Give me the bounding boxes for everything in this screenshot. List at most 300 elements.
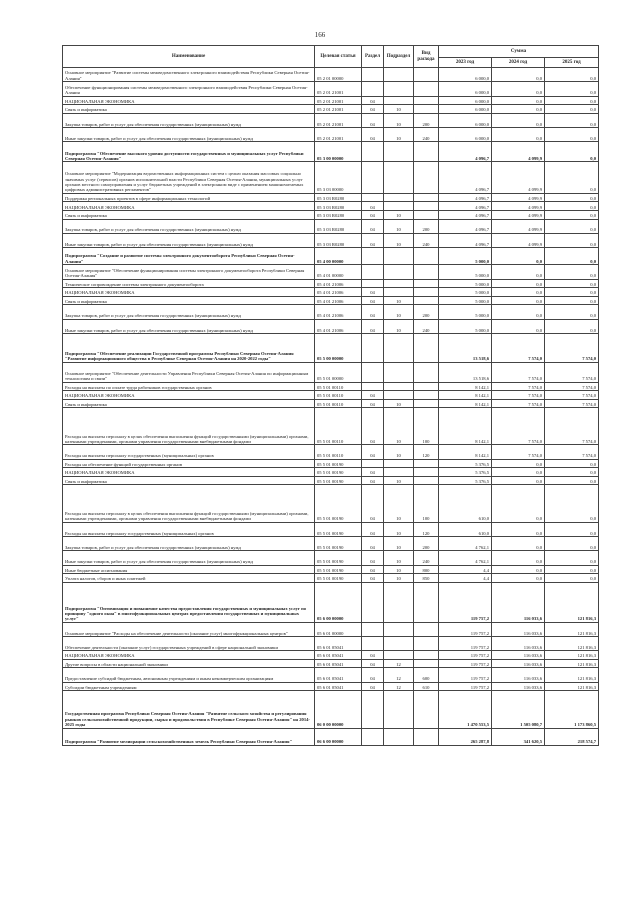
row-expense-type: 850 [414, 574, 439, 583]
table-row [63, 96, 599, 105]
table-row [63, 288, 599, 297]
row-target-code: 05 4 01 21006 [315, 288, 362, 297]
row-sum-2023: 4 096,7 [439, 193, 492, 202]
row-sum-2023: 1 470 553,5 [439, 691, 492, 728]
row-sum-2023: 119 757,2 [439, 637, 492, 651]
table-row [63, 476, 599, 485]
table-row [63, 265, 599, 279]
row-section: 04 [362, 296, 384, 305]
row-sum-2023: 119 757,2 [439, 668, 492, 682]
row-sum-2025: 0,0 [545, 574, 599, 583]
row-target-code: 06 6 00 00000 [315, 728, 362, 745]
row-expense-type [414, 105, 439, 114]
row-section [362, 68, 384, 82]
row-subsection: 10 [384, 565, 414, 574]
row-sum-2023: 119 757,2 [439, 682, 492, 691]
row-sum-2023: 119 757,2 [439, 651, 492, 660]
row-expense-type [414, 476, 439, 485]
row-section: 04 [362, 288, 384, 297]
budget-table [62, 45, 599, 746]
row-name: НАЦИОНАЛЬНАЯ ЭКОНОМИКА [63, 202, 315, 211]
row-sum-2023: 6 000,0 [439, 105, 492, 114]
row-expense-type [414, 142, 439, 162]
row-section [362, 333, 384, 362]
page-number: 166 [314, 31, 326, 39]
row-expense-type [414, 691, 439, 728]
row-section [362, 622, 384, 636]
row-sum-2025: 0,0 [545, 551, 599, 565]
row-section: 04 [362, 391, 384, 400]
row-name: Расходы на выплаты персоналу государственных (муниципальных) органов [63, 522, 315, 536]
table-row [63, 536, 599, 550]
row-subsection: 10 [384, 128, 414, 142]
table-row [63, 728, 599, 745]
row-sum-2024: 7 574,0 [492, 445, 545, 459]
row-target-code: 05 3 03 00000 [315, 162, 362, 193]
row-sum-2023: 5 000,0 [439, 305, 492, 319]
row-sum-2023: 610,0 [439, 485, 492, 522]
row-sum-2024: 0,0 [492, 288, 545, 297]
row-expense-type: 200 [414, 219, 439, 233]
row-target-code: 05 3 03 R0280 [315, 210, 362, 219]
row-sum-2025: 0,0 [545, 96, 599, 105]
row-name: Основное мероприятие "Расходы на обеспечение деятельности (оказание услуг) многофункциональных центров" [63, 622, 315, 636]
row-sum-2024: 341 620,5 [492, 728, 545, 745]
row-sum-2023: 5 000,0 [439, 296, 492, 305]
table-row [63, 651, 599, 660]
row-name: Связь и информатика [63, 476, 315, 485]
row-sum-2023: 6 000,0 [439, 113, 492, 127]
row-target-code: 05 5 01 00110 [315, 408, 362, 445]
row-sum-2025: 0,0 [545, 113, 599, 127]
row-expense-type [414, 637, 439, 651]
row-sum-2024: 0,0 [492, 113, 545, 127]
row-name: Поддержка региональных проектов в сфере информационных технологий [63, 193, 315, 202]
row-subsection [384, 162, 414, 193]
row-section: 04 [362, 305, 384, 319]
row-sum-2025: 0,0 [545, 476, 599, 485]
row-sum-2025: 7 574,0 [545, 333, 599, 362]
row-sum-2024: 0,0 [492, 485, 545, 522]
row-sum-2024: 0,0 [492, 82, 545, 96]
row-subsection [384, 459, 414, 468]
row-target-code: 05 6 01 05041 [315, 637, 362, 651]
row-target-code: 05 4 01 21006 [315, 319, 362, 333]
row-sum-2025: 7 574,0 [545, 445, 599, 459]
row-section: 04 [362, 536, 384, 550]
row-sum-2023: 6 000,0 [439, 82, 492, 96]
row-expense-type [414, 659, 439, 668]
row-subsection [384, 193, 414, 202]
row-sum-2024: 116 033,6 [492, 582, 545, 622]
row-target-code: 05 5 00 00000 [315, 333, 362, 362]
row-sum-2024: 0,0 [492, 476, 545, 485]
row-sum-2023: 4 762,1 [439, 536, 492, 550]
row-name: Закупка товаров, работ и услуг для обеспечения государственных (муниципальных) нужд [63, 536, 315, 550]
row-section [362, 582, 384, 622]
table-row [63, 659, 599, 668]
row-subsection: 10 [384, 233, 414, 247]
row-section: 04 [362, 551, 384, 565]
row-sum-2023: 13 518,6 [439, 362, 492, 382]
row-expense-type: 240 [414, 233, 439, 247]
row-name: Основное мероприятие "Обеспечение функционирования системы электронного документооборота Республики Северная Осетия-Алания" [63, 265, 315, 279]
row-name: Иные закупки товаров, работ и услуг для обеспечения государственных (муниципальных) нужд [63, 319, 315, 333]
row-subsection [384, 362, 414, 382]
row-name: Расходы на выплаты персоналу в целях обеспечения выполнения функций государственными (муниципальными) органами, казенными учреждениями, органами управления государственными внебюджетными фондами [63, 485, 315, 522]
row-sum-2023: 610,0 [439, 522, 492, 536]
row-section: 04 [362, 96, 384, 105]
table-row [63, 691, 599, 728]
row-expense-type [414, 728, 439, 745]
row-subsection [384, 651, 414, 660]
header-year-2023: 2023 год [439, 58, 492, 68]
row-name: Расходы на выплаты персоналу государственных (муниципальных) органов [63, 445, 315, 459]
row-name: Подпрограмма "Оптимизация и повышение качества предоставления государственных и муниципальных услуг по принципу "одного окна" в многофункциональных центрах предоставления государственных и муниципальных услуг" [63, 582, 315, 622]
row-section: 04 [362, 210, 384, 219]
row-sum-2025: 121 816,3 [545, 659, 599, 668]
row-sum-2025: 0,0 [545, 485, 599, 522]
row-sum-2023: 119 757,2 [439, 582, 492, 622]
row-sum-2024: 116 033,6 [492, 651, 545, 660]
table-row [63, 233, 599, 247]
row-sum-2025: 0,0 [545, 68, 599, 82]
row-sum-2024: 7 574,0 [492, 391, 545, 400]
row-subsection: 10 [384, 522, 414, 536]
row-target-code: 05 3 00 00000 [315, 142, 362, 162]
row-sum-2025: 0,0 [545, 265, 599, 279]
row-sum-2025: 7 574,0 [545, 408, 599, 445]
row-sum-2024: 116 033,6 [492, 668, 545, 682]
table-row [63, 459, 599, 468]
row-sum-2023: 5 376,5 [439, 468, 492, 477]
row-section: 04 [362, 659, 384, 668]
row-target-code: 05 5 01 00190 [315, 565, 362, 574]
table-row [63, 668, 599, 682]
row-expense-type [414, 582, 439, 622]
row-name: Связь и информатика [63, 399, 315, 408]
row-sum-2024: 116 033,6 [492, 637, 545, 651]
row-sum-2024: 4 099,9 [492, 233, 545, 247]
table-row [63, 210, 599, 219]
row-name: Уплата налогов, сборов и иных платежей [63, 574, 315, 583]
row-sum-2025: 0,0 [545, 522, 599, 536]
row-sum-2024: 0,0 [492, 105, 545, 114]
row-subsection: 10 [384, 219, 414, 233]
row-expense-type [414, 468, 439, 477]
row-sum-2023: 13 518,6 [439, 333, 492, 362]
row-sum-2025: 0,0 [545, 193, 599, 202]
table-row [63, 582, 599, 622]
row-target-code: 05 6 00 00000 [315, 582, 362, 622]
row-sum-2025: 0,0 [545, 305, 599, 319]
row-sum-2025: 218 574,7 [545, 728, 599, 745]
row-name: Основное мероприятие "Развитие системы межведомственного электронного взаимодействия Республики Северная Осетия-Алания" [63, 68, 315, 82]
row-target-code: 05 3 03 R0280 [315, 219, 362, 233]
row-sum-2024: 0,0 [492, 96, 545, 105]
row-section [362, 362, 384, 382]
row-expense-type [414, 333, 439, 362]
row-target-code: 05 5 01 00000 [315, 362, 362, 382]
row-sum-2024: 116 033,6 [492, 682, 545, 691]
row-section: 04 [362, 445, 384, 459]
row-sum-2024: 4 099,9 [492, 193, 545, 202]
row-sum-2025: 0,0 [545, 162, 599, 193]
header-sum: Сумма [439, 46, 599, 58]
row-section: 04 [362, 319, 384, 333]
row-target-code: 05 5 01 00110 [315, 445, 362, 459]
row-expense-type: 100 [414, 408, 439, 445]
row-sum-2025: 0,0 [545, 319, 599, 333]
row-section [362, 193, 384, 202]
row-section [362, 728, 384, 745]
row-target-code: 05 6 01 05041 [315, 682, 362, 691]
table-row [63, 68, 599, 82]
row-sum-2023: 4,4 [439, 565, 492, 574]
row-section: 04 [362, 399, 384, 408]
row-expense-type [414, 391, 439, 400]
row-sum-2025: 0,0 [545, 468, 599, 477]
header-name: Наименование [63, 46, 315, 68]
row-expense-type [414, 210, 439, 219]
row-target-code: 05 5 01 00190 [315, 522, 362, 536]
row-name: Иные закупки товаров, работ и услуг для обеспечения государственных (муниципальных) нужд [63, 233, 315, 247]
row-target-code: 05 5 01 00190 [315, 536, 362, 550]
row-sum-2024: 0,0 [492, 128, 545, 142]
row-sum-2024: 4 099,9 [492, 219, 545, 233]
table-row [63, 128, 599, 142]
row-sum-2023: 5 376,5 [439, 459, 492, 468]
row-target-code: 05 2 01 21001 [315, 128, 362, 142]
row-expense-type [414, 68, 439, 82]
table-row [63, 468, 599, 477]
row-sum-2024: 0,0 [492, 296, 545, 305]
row-sum-2023: 119 757,2 [439, 659, 492, 668]
table-row [63, 162, 599, 193]
row-sum-2025: 121 816,3 [545, 651, 599, 660]
row-expense-type [414, 193, 439, 202]
row-sum-2024: 1 505 080,7 [492, 691, 545, 728]
row-section [362, 637, 384, 651]
row-name: НАЦИОНАЛЬНАЯ ЭКОНОМИКА [63, 468, 315, 477]
row-section: 04 [362, 651, 384, 660]
row-expense-type [414, 96, 439, 105]
row-expense-type: 800 [414, 565, 439, 574]
row-subsection [384, 265, 414, 279]
row-sum-2023: 6 000,0 [439, 96, 492, 105]
row-sum-2023: 4 096,7 [439, 233, 492, 247]
row-sum-2025: 0,0 [545, 105, 599, 114]
row-section: 04 [362, 105, 384, 114]
row-sum-2024: 116 033,6 [492, 659, 545, 668]
row-sum-2023: 5 000,0 [439, 248, 492, 265]
table-row [63, 279, 599, 288]
row-target-code: 05 2 01 00000 [315, 68, 362, 82]
row-expense-type: 200 [414, 536, 439, 550]
table-row [63, 622, 599, 636]
table-row [63, 399, 599, 408]
row-sum-2024: 0,0 [492, 574, 545, 583]
row-expense-type: 240 [414, 319, 439, 333]
row-name: Расходы на выплаты по оплате труда работников государственных органов [63, 382, 315, 391]
row-subsection [384, 248, 414, 265]
row-target-code: 05 5 01 00190 [315, 459, 362, 468]
row-name: Иные закупки товаров, работ и услуг для обеспечения государственных (муниципальных) нужд [63, 551, 315, 565]
row-sum-2025: 1 173 860,5 [545, 691, 599, 728]
table-row [63, 142, 599, 162]
row-sum-2023: 8 142,1 [439, 408, 492, 445]
row-sum-2023: 4 096,7 [439, 210, 492, 219]
row-subsection: 10 [384, 399, 414, 408]
header-year-2024: 2024 год [492, 58, 545, 68]
row-sum-2024: 7 574,0 [492, 408, 545, 445]
row-sum-2025: 7 574,0 [545, 391, 599, 400]
row-expense-type [414, 622, 439, 636]
row-target-code: 05 6 01 05041 [315, 659, 362, 668]
row-target-code: 05 3 03 R0280 [315, 233, 362, 247]
row-name: Иные бюджетные ассигнования [63, 565, 315, 574]
row-expense-type [414, 279, 439, 288]
row-target-code: 05 5 01 00110 [315, 391, 362, 400]
row-sum-2025: 0,0 [545, 536, 599, 550]
row-target-code: 05 4 01 21006 [315, 279, 362, 288]
table-row [63, 319, 599, 333]
row-sum-2025: 0,0 [545, 82, 599, 96]
row-name: Основное мероприятие "Обеспечение деятельности Управления Республики Северная Осетия-Алания по информационным технологиям и связи" [63, 362, 315, 382]
row-name: Государственная программа Республики Северная Осетия-Алания "Развитие сельского хозяйства и регулирования рынков сельскохозяйственной продукции, сырья и продовольствия в Республике Северная Осетия-Алания" на 2014-2025 годы [63, 691, 315, 728]
row-name: НАЦИОНАЛЬНАЯ ЭКОНОМИКА [63, 651, 315, 660]
row-expense-type [414, 162, 439, 193]
table-row [63, 296, 599, 305]
row-name: Иные закупки товаров, работ и услуг для обеспечения государственных (муниципальных) нужд [63, 128, 315, 142]
row-subsection [384, 68, 414, 82]
row-expense-type [414, 288, 439, 297]
table-row [63, 522, 599, 536]
row-subsection: 10 [384, 536, 414, 550]
row-sum-2024: 0,0 [492, 248, 545, 265]
row-sum-2023: 4 096,7 [439, 142, 492, 162]
row-expense-type: 610 [414, 682, 439, 691]
row-sum-2025: 7 574,0 [545, 362, 599, 382]
row-sum-2025: 0,0 [545, 210, 599, 219]
row-sum-2023: 4 762,1 [439, 551, 492, 565]
row-sum-2024: 7 574,0 [492, 382, 545, 391]
row-expense-type [414, 382, 439, 391]
row-target-code: 05 6 01 00000 [315, 622, 362, 636]
row-expense-type: 100 [414, 485, 439, 522]
row-subsection [384, 728, 414, 745]
row-name: Другие вопросы в области национальной экономики [63, 659, 315, 668]
row-section [362, 142, 384, 162]
row-name: НАЦИОНАЛЬНАЯ ЭКОНОМИКА [63, 288, 315, 297]
row-name: Подпрограмма "Развитие мелиорации сельскохозяйственных земель Республики Северная Осетия-Алания" [63, 728, 315, 745]
row-subsection [384, 622, 414, 636]
table-row [63, 82, 599, 96]
row-sum-2023: 5 000,0 [439, 319, 492, 333]
row-section: 04 [362, 522, 384, 536]
row-sum-2024: 7 574,0 [492, 362, 545, 382]
table-row [63, 219, 599, 233]
table-row [63, 193, 599, 202]
row-sum-2025: 0,0 [545, 565, 599, 574]
row-section [362, 162, 384, 193]
row-target-code: 05 4 00 00000 [315, 248, 362, 265]
row-target-code: 05 5 01 00110 [315, 382, 362, 391]
row-subsection [384, 333, 414, 362]
row-target-code: 06 0 00 00000 [315, 691, 362, 728]
row-sum-2025: 7 574,0 [545, 399, 599, 408]
header-expense-type: Вид расхода [414, 46, 439, 68]
row-subsection [384, 142, 414, 162]
row-expense-type [414, 202, 439, 211]
row-sum-2024: 4 099,9 [492, 202, 545, 211]
row-name: Техническое сопровождение системы электронного документооборота [63, 279, 315, 288]
row-target-code: 05 4 01 21006 [315, 296, 362, 305]
row-target-code: 05 2 01 21001 [315, 105, 362, 114]
row-expense-type: 240 [414, 551, 439, 565]
row-section: 04 [362, 668, 384, 682]
row-target-code: 05 5 01 00190 [315, 574, 362, 583]
row-section: 04 [362, 219, 384, 233]
row-sum-2023: 8 142,1 [439, 445, 492, 459]
table-row [63, 391, 599, 400]
row-section [362, 279, 384, 288]
row-name: НАЦИОНАЛЬНАЯ ЭКОНОМИКА [63, 96, 315, 105]
row-sum-2025: 121 816,3 [545, 637, 599, 651]
row-subsection: 10 [384, 574, 414, 583]
row-sum-2025: 0,0 [545, 459, 599, 468]
row-subsection [384, 96, 414, 105]
row-subsection [384, 637, 414, 651]
row-subsection [384, 691, 414, 728]
row-sum-2023: 4 096,7 [439, 202, 492, 211]
row-section: 04 [362, 565, 384, 574]
row-expense-type: 200 [414, 305, 439, 319]
row-sum-2024: 0,0 [492, 279, 545, 288]
row-expense-type [414, 459, 439, 468]
row-target-code: 05 2 01 21001 [315, 82, 362, 96]
row-target-code: 05 4 01 21006 [315, 305, 362, 319]
row-section: 04 [362, 128, 384, 142]
table-row [63, 105, 599, 114]
row-section: 04 [362, 468, 384, 477]
row-expense-type [414, 651, 439, 660]
table-body [63, 68, 599, 746]
row-subsection [384, 582, 414, 622]
row-expense-type [414, 82, 439, 96]
row-section [362, 382, 384, 391]
row-sum-2023: 5 376,5 [439, 476, 492, 485]
row-section: 04 [362, 476, 384, 485]
row-subsection: 10 [384, 319, 414, 333]
row-sum-2024: 0,0 [492, 319, 545, 333]
row-name: Связь и информатика [63, 210, 315, 219]
row-target-code: 05 6 01 05041 [315, 668, 362, 682]
row-section: 04 [362, 485, 384, 522]
row-expense-type: 120 [414, 445, 439, 459]
row-sum-2023: 6 000,0 [439, 68, 492, 82]
row-sum-2023: 4,4 [439, 574, 492, 583]
row-target-code: 05 3 03 R0280 [315, 193, 362, 202]
row-target-code: 05 5 01 00110 [315, 399, 362, 408]
row-subsection [384, 82, 414, 96]
table-row [63, 551, 599, 565]
row-sum-2024: 7 574,0 [492, 333, 545, 362]
row-target-code: 05 2 01 21001 [315, 113, 362, 127]
table-row [63, 565, 599, 574]
row-sum-2025: 0,0 [545, 279, 599, 288]
row-expense-type [414, 362, 439, 382]
